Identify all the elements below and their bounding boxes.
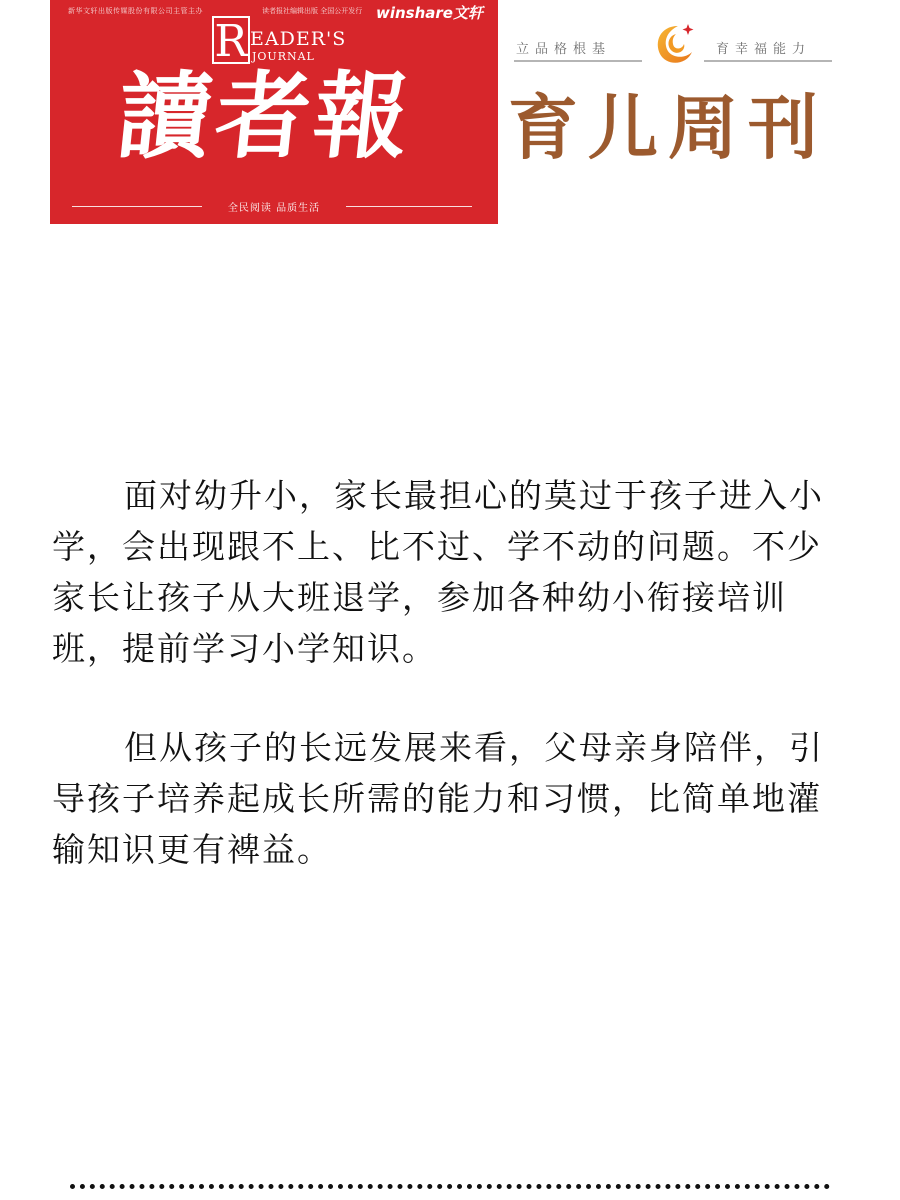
slogan-rule-right — [346, 206, 472, 207]
slogan-rule-left — [72, 206, 202, 207]
brand-motto-left: 立品格根基 — [516, 42, 612, 57]
logo-journal-text: JOURNAL — [252, 50, 315, 63]
article-body — [52, 470, 832, 875]
article-paragraph: 但从孩子的长远发展来看，父母亲身陪伴，引导孩子培养起成长所需的能力和习惯，比简单地灌输知识更有裨益。 — [52, 728, 824, 869]
logo-r-letter: R — [212, 16, 250, 64]
bottom-dotted-divider — [70, 1184, 830, 1189]
sun-swirl-emblem-icon — [648, 20, 700, 68]
parenting-weekly-brand — [508, 20, 834, 180]
brand-line-left — [514, 60, 642, 62]
press-line: 读者报社编辑出版 全国公开发行 — [262, 7, 363, 15]
brand-name: 育儿周刊 — [508, 87, 828, 169]
banner-slogan: 全民阅读 品质生活 — [227, 203, 321, 214]
brand-motto-right: 育幸福能力 — [716, 42, 812, 57]
logo-eaders-text: EADER'S — [250, 28, 347, 50]
publisher-line: 新华文轩出版传媒股份有限公司主管主办 — [68, 7, 203, 15]
readers-journal-banner — [50, 0, 498, 224]
article-paragraph: 面对幼升小，家长最担心的莫过于孩子进入小学，会出现跟不上、比不过、学不动的问题。不少家长让孩子从大班退学，参加各种幼小衔接培训班，提前学习小学知识。 — [52, 476, 824, 668]
brand-line-right — [704, 60, 832, 62]
banner-title: 讀者報 — [112, 62, 418, 172]
winshare-logo: winshare文轩 — [376, 4, 483, 22]
